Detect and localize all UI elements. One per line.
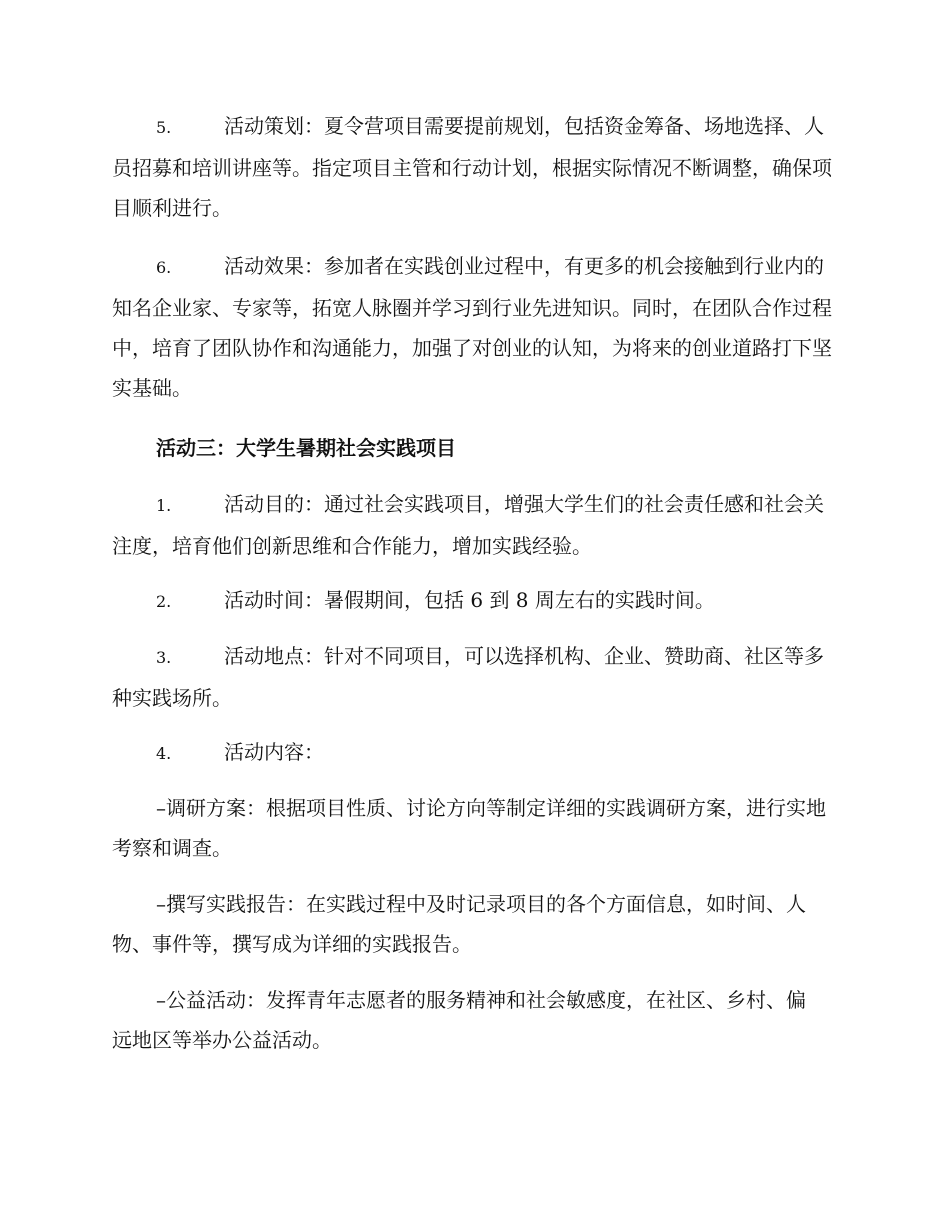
list-text: 活动地点：针对不同项目，可以选择机构、企业、赞助商、社区等多种实践场所。 [112,644,824,710]
bullet-item-survey [112,788,836,868]
list-number: 2. [156,592,172,611]
list-item-5 [112,106,836,228]
list-number: 1. [156,496,172,515]
bullet-text: –调研方案：根据项目性质、讨论方向等制定详细的实践调研方案，进行实地考察和调查。 [112,796,826,860]
list-text: 活动时间：暑假期间，包括 6 到 8 周左右的实践时间。 [224,588,715,612]
list-text: 活动内容： [224,740,324,764]
bullet-item-charity [112,980,812,1060]
bullet-text: –撰写实践报告：在实践过程中及时记录项目的各个方面信息，如时间、人物、事件等，撰写成为详细的实践报告。 [112,892,806,956]
list-item-6 [112,246,836,408]
section-item-3 [112,636,836,718]
section-item-4 [112,732,836,774]
list-text: 活动目的：通过社会实践项目，增强大学生们的社会责任感和社会关注度，培育他们创新思维和合作能力，增加实践经验。 [112,492,824,558]
list-number: 4. [156,744,172,763]
section-item-1 [112,484,836,566]
section-heading: 活动三：大学生暑期社会实践项目 [156,436,456,460]
list-text: 活动策划：夏令营项目需要提前规划，包括资金筹备、场地选择、人员招募和培训讲座等。指定项目主管和行动计划，根据实际情况不断调整，确保项目顺利进行。 [112,114,832,220]
bullet-item-report [112,884,812,964]
list-number: 3. [156,648,172,667]
bullet-text: –公益活动：发挥青年志愿者的服务精神和社会敏感度，在社区、乡村、偏远地区等举办公益活动。 [112,988,806,1052]
list-number: 5. [156,118,172,137]
list-text: 活动效果：参加者在实践创业过程中，有更多的机会接触到行业内的知名企业家、专家等，拓宽人脉圈并学习到行业先进知识。同时，在团队合作过程中，培育了团队协作和沟通能力，加强了对创业的认知，为将来的创业道路打下坚实基础。 [112,254,832,400]
section-item-2 [112,580,836,622]
list-number: 6. [156,258,172,277]
